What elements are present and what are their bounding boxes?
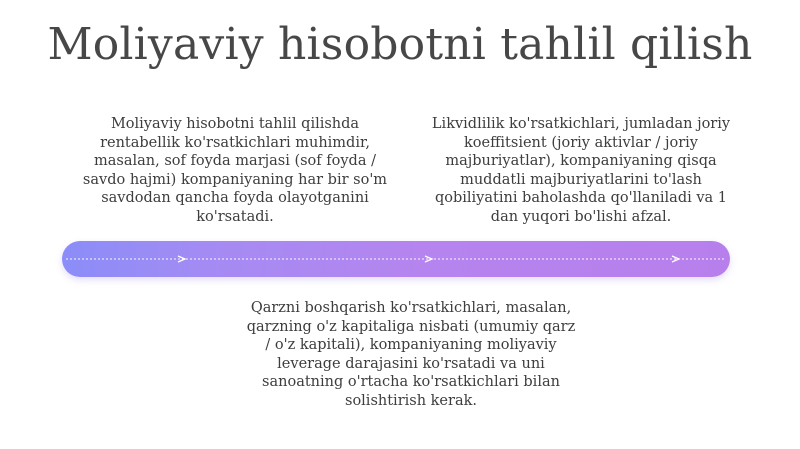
point-text-2: Likvidlilik ko'rsatkichlari, jumladan joriy koeffitsient (joriy aktivlar / joriy majburiyatlar), kompaniyaning qisqa muddatli majburiyatlarini to'lash qobiliyatini baholashda qo'llaniladi va 1 dan yuqori bo'lishi afzal.	[431, 116, 731, 225]
point-text-3: Qarzni boshqarish ko'rsatkichlari, masalan, qarzning o'z kapitaliga nisbati (umumiy qarz / o'z kapitali), kompaniyaning moliyaviy leverage darajasini ko'rsatadi va uni sanoatning o'rtacha ko'rsatkichlari bilan solishtirish kerak.	[246, 300, 576, 409]
point-text-1: Moliyaviy hisobotni tahlil qilishda rentabellik ko'rsatkichlari muhimdir, masalan, sof foyda marjasi (sof foyda / savdo hajmi) kompaniyaning har bir so'm savdodan qancha foyda olayotganini ko'rsatadi.	[82, 116, 388, 225]
timeline-bar	[62, 241, 730, 277]
timeline-arrows	[62, 241, 730, 277]
slide-title: Moliyaviy hisobotni tahlil qilish	[47, 19, 753, 70]
